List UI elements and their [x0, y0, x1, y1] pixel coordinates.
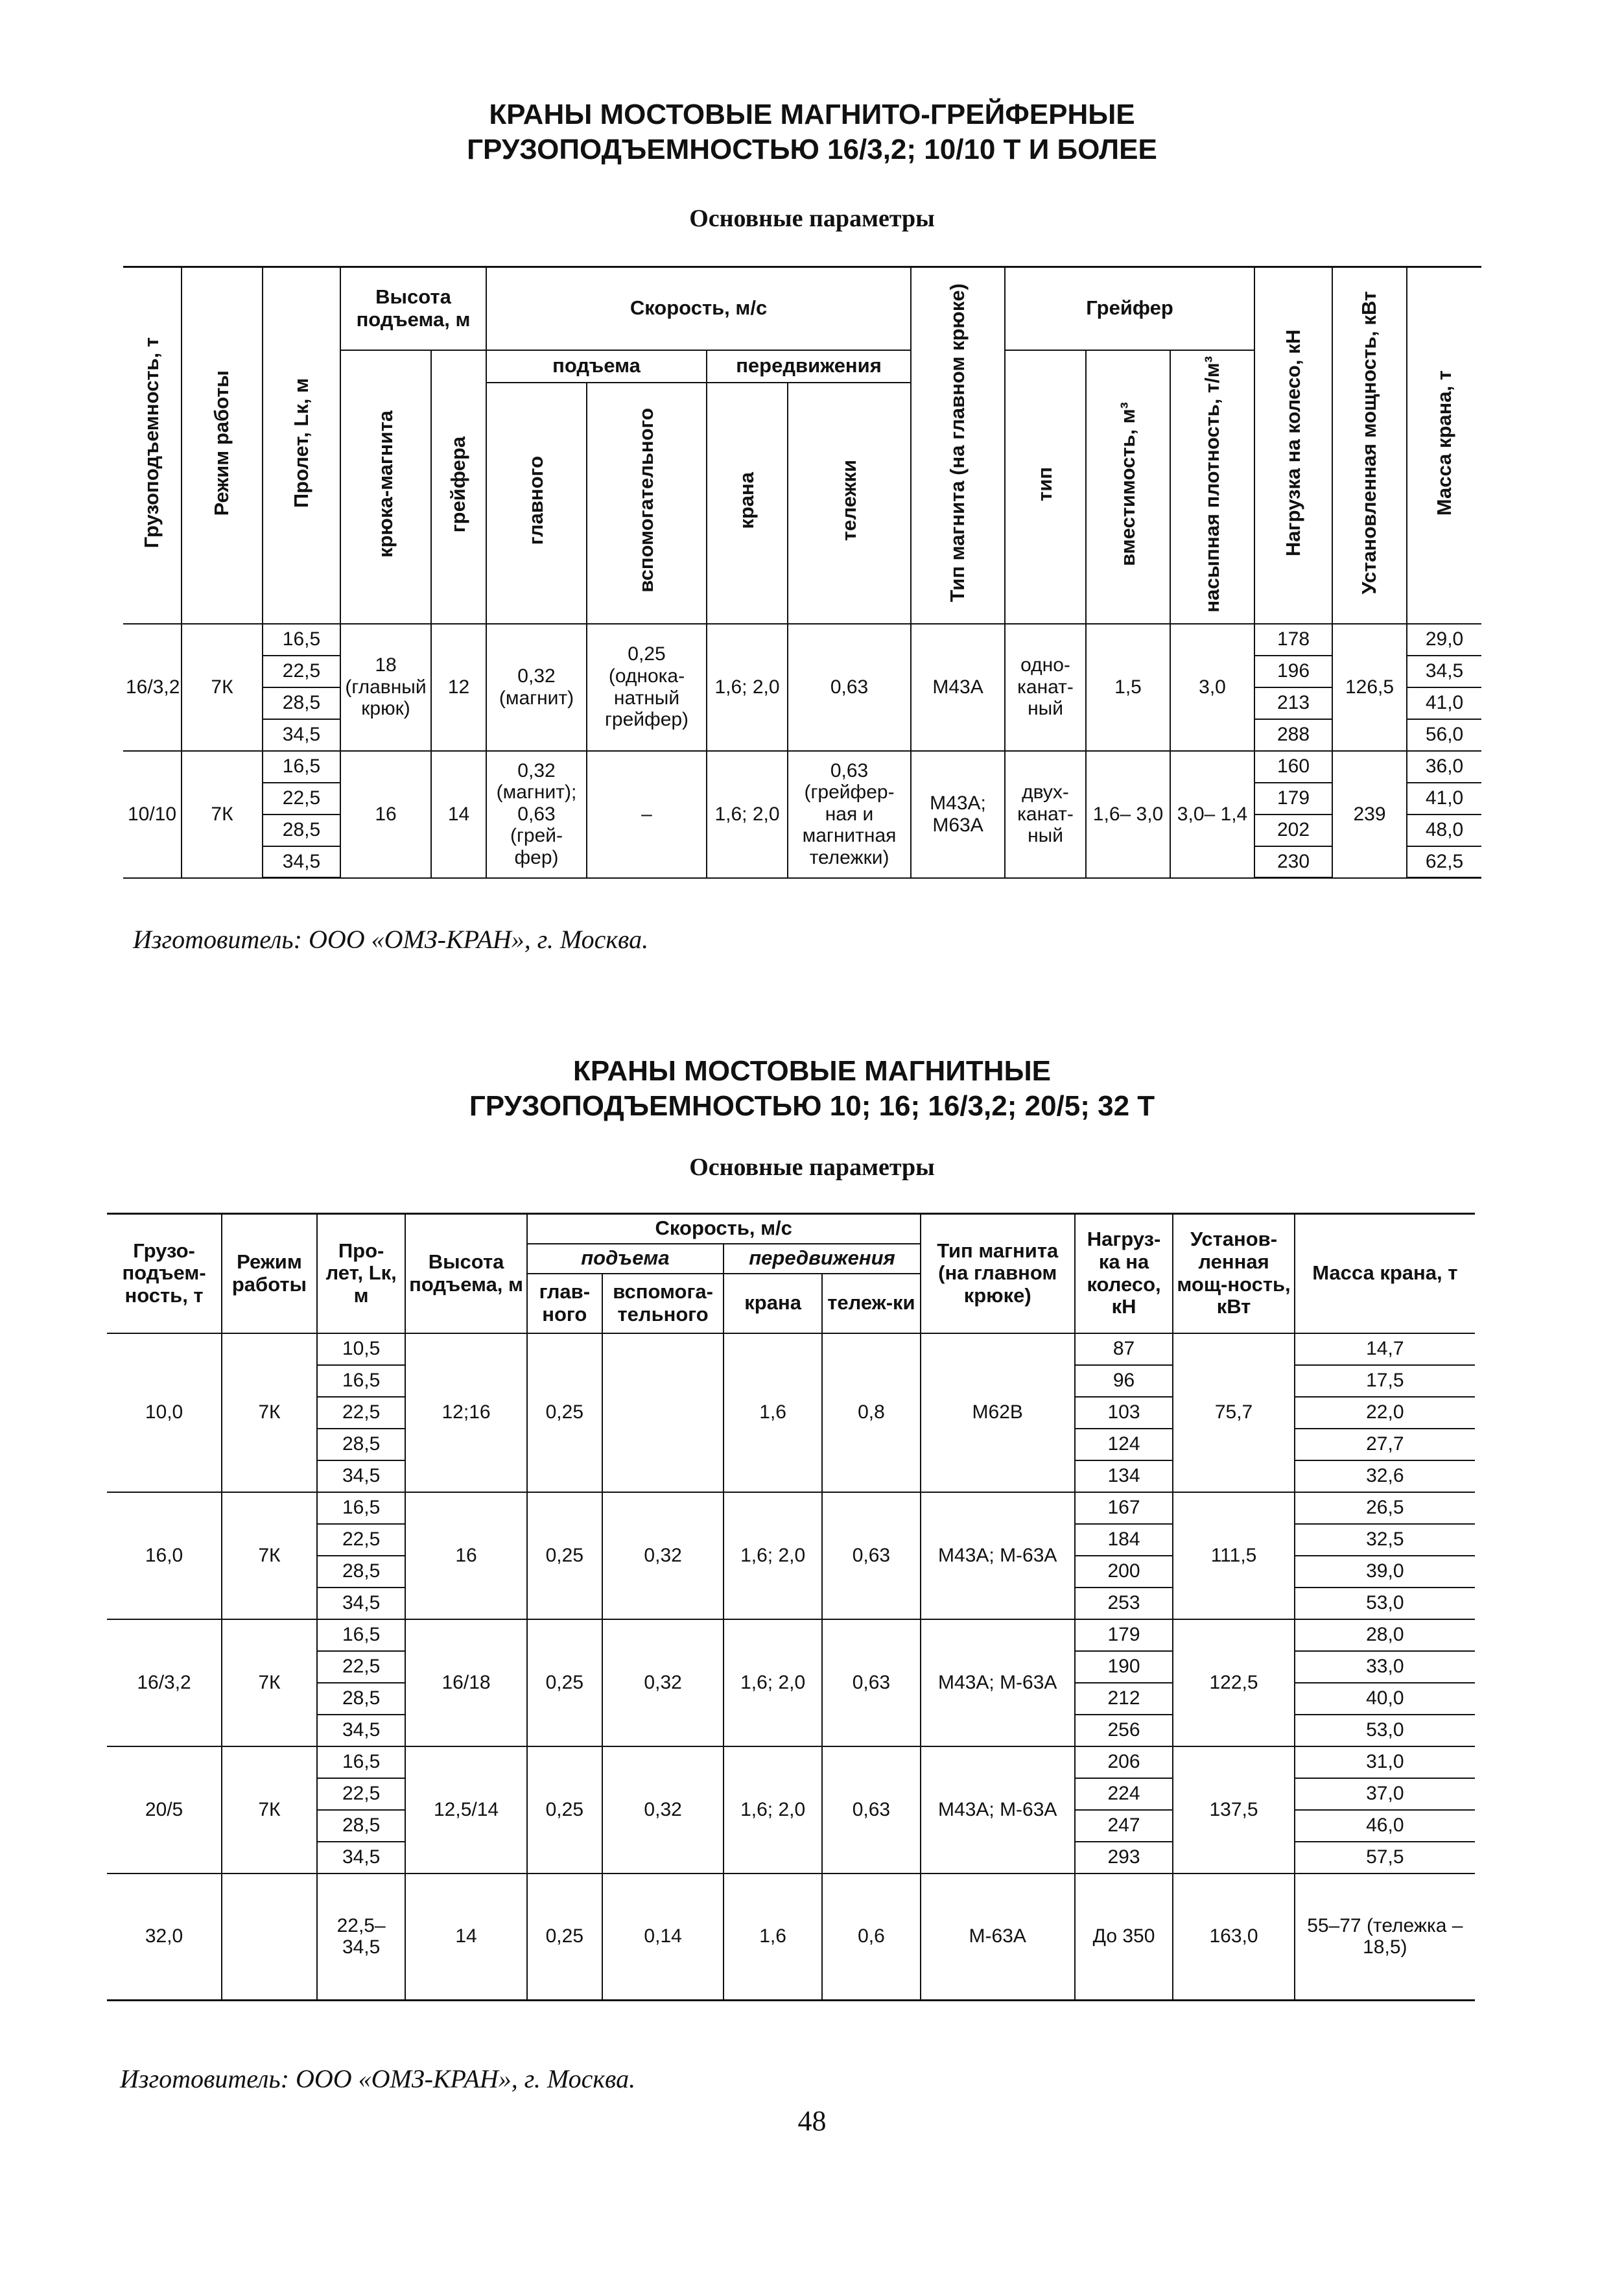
header-crane-speed: крана — [735, 471, 759, 529]
mode-cell: 7К — [222, 1619, 317, 1746]
header-capacity: Грузоподъемность, т — [140, 337, 163, 549]
grab-type-cell: двух-канат-ный — [1005, 751, 1086, 878]
header2-trolley: тележ-ки — [822, 1274, 921, 1333]
section2-subtitle: Основные параметры — [689, 1154, 935, 1181]
header-grab-height: грейфера — [447, 436, 470, 532]
span-cell: 28,5 — [317, 1810, 406, 1842]
header2-mass: Масса крана, т — [1295, 1214, 1475, 1333]
header2-capacity: Грузо-подъем-ность, т — [107, 1214, 222, 1333]
mass-cell: 46,0 — [1295, 1810, 1475, 1842]
grab-height-cell: 12 — [431, 624, 486, 751]
capacity-cell: 16/3,2 — [107, 1619, 222, 1746]
span-cell: 34,5 — [263, 846, 340, 878]
header2-span: Про-лет, Lк, м — [317, 1214, 406, 1333]
wheel-load-cell: 256 — [1075, 1715, 1173, 1746]
mass-cell: 27,7 — [1295, 1429, 1475, 1460]
table-row — [107, 1333, 1475, 1365]
magnet-cell: М43А; М-63А — [921, 1492, 1075, 1619]
wheel-load-cell: 134 — [1075, 1460, 1173, 1492]
span-cell: 34,5 — [317, 1588, 406, 1619]
table-row — [107, 1492, 1475, 1524]
wheel-load-cell: 224 — [1075, 1778, 1173, 1810]
power-cell: 163,0 — [1173, 1874, 1294, 2001]
header-speed: Скорость, м/с — [486, 267, 911, 350]
header-grab-capacity: вместимость, м³ — [1116, 402, 1139, 567]
wheel-load-cell: 160 — [1254, 751, 1332, 783]
main-speed-cell: 0,25 — [527, 1874, 602, 2001]
header-travel: передвижения — [707, 350, 911, 383]
section2-title-line2: ГРУЗОПОДЪЕМНОСТЬЮ 10; 16; 16/3,2; 20/5; 32 Т — [469, 1090, 1155, 1122]
mass-cell: 22,0 — [1295, 1397, 1475, 1429]
capacity-cell: 10,0 — [107, 1333, 222, 1492]
aux-speed-cell: 0,32 — [602, 1746, 724, 1874]
wheel-load-cell: 190 — [1075, 1651, 1173, 1683]
mass-cell: 57,5 — [1295, 1842, 1475, 1874]
mass-cell: 31,0 — [1295, 1746, 1475, 1778]
crane-speed-cell: 1,6; 2,0 — [724, 1619, 822, 1746]
grab-height-cell: 14 — [431, 751, 486, 878]
header2-mode: Режим работы — [222, 1214, 317, 1333]
aux-speed-cell — [602, 1333, 724, 1492]
wheel-load-cell: 178 — [1254, 624, 1332, 656]
span-cell: 22,5 — [317, 1651, 406, 1683]
header-hook-magnet: крюка-магнита — [373, 410, 397, 558]
wheel-load-cell: 196 — [1254, 656, 1332, 687]
table-row — [123, 624, 1481, 656]
header-trolley-speed: тележки — [837, 460, 860, 541]
header2-lift: подъема — [527, 1244, 724, 1274]
magnet-cell: М43А; М-63А — [921, 1746, 1075, 1874]
crane-magnet-table — [107, 1213, 1475, 2001]
height-cell: 16/18 — [405, 1619, 526, 1746]
wheel-load-cell: 87 — [1075, 1333, 1173, 1365]
density-cell: 3,0– 1,4 — [1170, 751, 1254, 878]
page-number: 48 — [797, 2105, 827, 2137]
power-cell: 111,5 — [1173, 1492, 1294, 1619]
header-main-speed: главного — [524, 456, 548, 545]
wheel-load-cell: 247 — [1075, 1810, 1173, 1842]
mass-cell: 32,5 — [1295, 1524, 1475, 1556]
crane-speed-cell: 1,6; 2,0 — [724, 1492, 822, 1619]
wheel-load-cell: 213 — [1254, 687, 1332, 719]
span-cell: 22,5 — [263, 783, 340, 815]
span-cell: 34,5 — [317, 1715, 406, 1746]
aux-speed-cell: 0,14 — [602, 1874, 724, 2001]
wheel-load-cell: 184 — [1075, 1524, 1173, 1556]
header2-speed: Скорость, м/с — [527, 1214, 921, 1244]
mass-cell: 29,0 — [1407, 624, 1481, 656]
wheel-load-cell: 96 — [1075, 1365, 1173, 1397]
mode-cell: 7К — [182, 624, 263, 751]
span-cell: 10,5 — [317, 1333, 406, 1365]
power-cell: 137,5 — [1173, 1746, 1294, 1874]
power-cell: 126,5 — [1332, 624, 1407, 751]
wheel-load-cell: 293 — [1075, 1842, 1173, 1874]
crane-speed-cell: 1,6; 2,0 — [707, 751, 788, 878]
wheel-load-cell: До 350 — [1075, 1874, 1173, 2001]
hook-height-cell: 16 — [340, 751, 431, 878]
span-cell: 22,5 — [317, 1778, 406, 1810]
aux-speed-cell: – — [587, 751, 707, 878]
table-row — [107, 1874, 1475, 2001]
mode-cell: 7К — [182, 751, 263, 878]
mass-cell: 48,0 — [1407, 815, 1481, 846]
span-cell: 16,5 — [317, 1492, 406, 1524]
mass-cell: 53,0 — [1295, 1715, 1475, 1746]
trolley-speed-cell: 0,63 — [822, 1619, 921, 1746]
span-cell: 28,5 — [317, 1556, 406, 1588]
wheel-load-cell: 200 — [1075, 1556, 1173, 1588]
grab-capacity-cell: 1,6– 3,0 — [1086, 751, 1170, 878]
magnet-cell: М43А; М-63А — [921, 1619, 1075, 1746]
magnet-cell: М-63А — [921, 1874, 1075, 2001]
mass-cell: 56,0 — [1407, 719, 1481, 751]
wheel-load-cell: 179 — [1254, 783, 1332, 815]
header-grabber: Грейфер — [1005, 267, 1254, 350]
span-cell: 22,5– 34,5 — [317, 1874, 406, 2001]
mass-cell: 26,5 — [1295, 1492, 1475, 1524]
crane-speed-cell: 1,6; 2,0 — [724, 1746, 822, 1874]
power-cell: 122,5 — [1173, 1619, 1294, 1746]
header2-crane: крана — [724, 1274, 822, 1333]
mass-cell: 62,5 — [1407, 846, 1481, 878]
trolley-speed-cell: 0,6 — [822, 1874, 921, 2001]
header-span: Пролет, Lк, м — [289, 377, 312, 508]
header-density: насыпная плотность, т/м³ — [1200, 355, 1223, 613]
header2-height: Высота подъема, м — [405, 1214, 526, 1333]
mass-cell: 53,0 — [1295, 1588, 1475, 1619]
header-wheel-load: Нагрузка на колесо, кН — [1281, 329, 1304, 556]
header2-travel: передвижения — [724, 1244, 921, 1274]
mass-cell: 39,0 — [1295, 1556, 1475, 1588]
table-row — [107, 1746, 1475, 1778]
mass-cell: 37,0 — [1295, 1778, 1475, 1810]
mode-cell — [222, 1874, 317, 2001]
wheel-load-cell: 230 — [1254, 846, 1332, 878]
mass-cell: 28,0 — [1295, 1619, 1475, 1651]
section2-title-line1: КРАНЫ МОСТОВЫЕ МАГНИТНЫЕ — [572, 1055, 1052, 1087]
span-cell: 34,5 — [317, 1460, 406, 1492]
header-mode: Режим работы — [210, 370, 233, 516]
mode-cell: 7К — [222, 1492, 317, 1619]
height-cell: 14 — [405, 1874, 526, 2001]
grab-type-cell: одно-канат-ный — [1005, 624, 1086, 751]
header-height: Высота подъема, м — [340, 267, 486, 350]
capacity-cell: 10/10 — [123, 751, 182, 878]
wheel-load-cell: 206 — [1075, 1746, 1173, 1778]
main-speed-cell: 0,32 (магнит) — [486, 624, 587, 751]
magnet-cell: М43А — [911, 624, 1005, 751]
power-cell: 75,7 — [1173, 1333, 1294, 1492]
header2-magnet-type: Тип магнита (на главном крюке) — [921, 1214, 1075, 1333]
span-cell: 28,5 — [263, 687, 340, 719]
mass-cell: 41,0 — [1407, 783, 1481, 815]
capacity-cell: 20/5 — [107, 1746, 222, 1874]
trolley-speed-cell: 0,63 — [822, 1746, 921, 1874]
crane-speed-cell: 1,6 — [724, 1874, 822, 2001]
hook-height-cell: 18 (главный крюк) — [340, 624, 431, 751]
trolley-speed-cell: 0,63 (грейфер-ная и магнитная тележки) — [788, 751, 911, 878]
capacity-cell: 16/3,2 — [123, 624, 182, 751]
header2-power: Установ-ленная мощ-ность, кВт — [1173, 1214, 1294, 1333]
span-cell: 16,5 — [263, 751, 340, 783]
wheel-load-cell: 179 — [1075, 1619, 1173, 1651]
mass-cell: 36,0 — [1407, 751, 1481, 783]
mass-cell: 34,5 — [1407, 656, 1481, 687]
header-mass: Масса крана, т — [1432, 370, 1455, 516]
crane-speed-cell: 1,6; 2,0 — [707, 624, 788, 751]
span-cell: 34,5 — [263, 719, 340, 751]
header-grab-type: тип — [1033, 467, 1057, 502]
capacity-cell: 32,0 — [107, 1874, 222, 2001]
wheel-load-cell: 103 — [1075, 1397, 1173, 1429]
capacity-cell: 16,0 — [107, 1492, 222, 1619]
mass-cell: 32,6 — [1295, 1460, 1475, 1492]
span-cell: 22,5 — [263, 656, 340, 687]
aux-speed-cell: 0,25 (однока-натный грейфер) — [587, 624, 707, 751]
section2-maker: Изготовитель: ООО «ОМЗ-КРАН», г. Москва. — [120, 2064, 636, 2093]
trolley-speed-cell: 0,63 — [788, 624, 911, 751]
trolley-speed-cell: 0,8 — [822, 1333, 921, 1492]
mass-cell: 40,0 — [1295, 1683, 1475, 1715]
magnet-cell: М43А; М63А — [911, 751, 1005, 878]
span-cell: 16,5 — [317, 1365, 406, 1397]
density-cell: 3,0 — [1170, 624, 1254, 751]
span-cell: 28,5 — [317, 1429, 406, 1460]
main-speed-cell: 0,25 — [527, 1333, 602, 1492]
height-cell: 16 — [405, 1492, 526, 1619]
crane-grab-table — [123, 266, 1481, 879]
span-cell: 28,5 — [317, 1683, 406, 1715]
grab-capacity-cell: 1,5 — [1086, 624, 1170, 751]
main-speed-cell: 0,25 — [527, 1746, 602, 1874]
aux-speed-cell: 0,32 — [602, 1619, 724, 1746]
span-cell: 22,5 — [317, 1524, 406, 1556]
section1-maker: Изготовитель: ООО «ОМЗ-КРАН», г. Москва. — [133, 925, 649, 954]
crane-speed-cell: 1,6 — [724, 1333, 822, 1492]
header2-wheel-load: Нагруз-ка на колесо, кН — [1075, 1214, 1173, 1333]
mass-cell: 14,7 — [1295, 1333, 1475, 1365]
mode-cell: 7К — [222, 1746, 317, 1874]
header2-aux: вспомога-тельного — [602, 1274, 724, 1333]
span-cell: 28,5 — [263, 815, 340, 846]
mass-cell: 55–77 (тележка –18,5) — [1295, 1874, 1475, 2001]
wheel-load-cell: 253 — [1075, 1588, 1173, 1619]
section1-title-line2: ГРУЗОПОДЪЕМНОСТЬЮ 16/3,2; 10/10 Т И БОЛЕЕ — [467, 134, 1157, 165]
span-cell: 16,5 — [317, 1746, 406, 1778]
span-cell: 34,5 — [317, 1842, 406, 1874]
wheel-load-cell: 202 — [1254, 815, 1332, 846]
table-row — [123, 751, 1481, 783]
mass-cell: 41,0 — [1407, 687, 1481, 719]
magnet-cell: М62В — [921, 1333, 1075, 1492]
wheel-load-cell: 212 — [1075, 1683, 1173, 1715]
section1-title-line1: КРАНЫ МОСТОВЫЕ МАГНИТО-ГРЕЙФЕРНЫЕ — [489, 99, 1135, 130]
main-speed-cell: 0,25 — [527, 1619, 602, 1746]
wheel-load-cell: 167 — [1075, 1492, 1173, 1524]
mass-cell: 33,0 — [1295, 1651, 1475, 1683]
mass-cell: 17,5 — [1295, 1365, 1475, 1397]
height-cell: 12,5/14 — [405, 1746, 526, 1874]
wheel-load-cell: 124 — [1075, 1429, 1173, 1460]
header2-main: глав-ного — [527, 1274, 602, 1333]
header-magnet-type: Тип магнита (на главном крюке) — [946, 283, 969, 602]
main-speed-cell: 0,32 (магнит); 0,63 (грей-фер) — [486, 751, 587, 878]
section1-subtitle: Основные параметры — [689, 205, 935, 232]
header-aux-speed: вспомогательного — [635, 408, 658, 593]
span-cell: 16,5 — [317, 1619, 406, 1651]
mode-cell: 7К — [222, 1333, 317, 1492]
height-cell: 12;16 — [405, 1333, 526, 1492]
wheel-load-cell: 288 — [1254, 719, 1332, 751]
power-cell: 239 — [1332, 751, 1407, 878]
span-cell: 16,5 — [263, 624, 340, 656]
trolley-speed-cell: 0,63 — [822, 1492, 921, 1619]
span-cell: 22,5 — [317, 1397, 406, 1429]
header-lift: подъема — [486, 350, 707, 383]
aux-speed-cell: 0,32 — [602, 1492, 724, 1619]
main-speed-cell: 0,25 — [527, 1492, 602, 1619]
table-row — [107, 1619, 1475, 1651]
header-power: Установленная мощность, кВт — [1358, 291, 1381, 595]
